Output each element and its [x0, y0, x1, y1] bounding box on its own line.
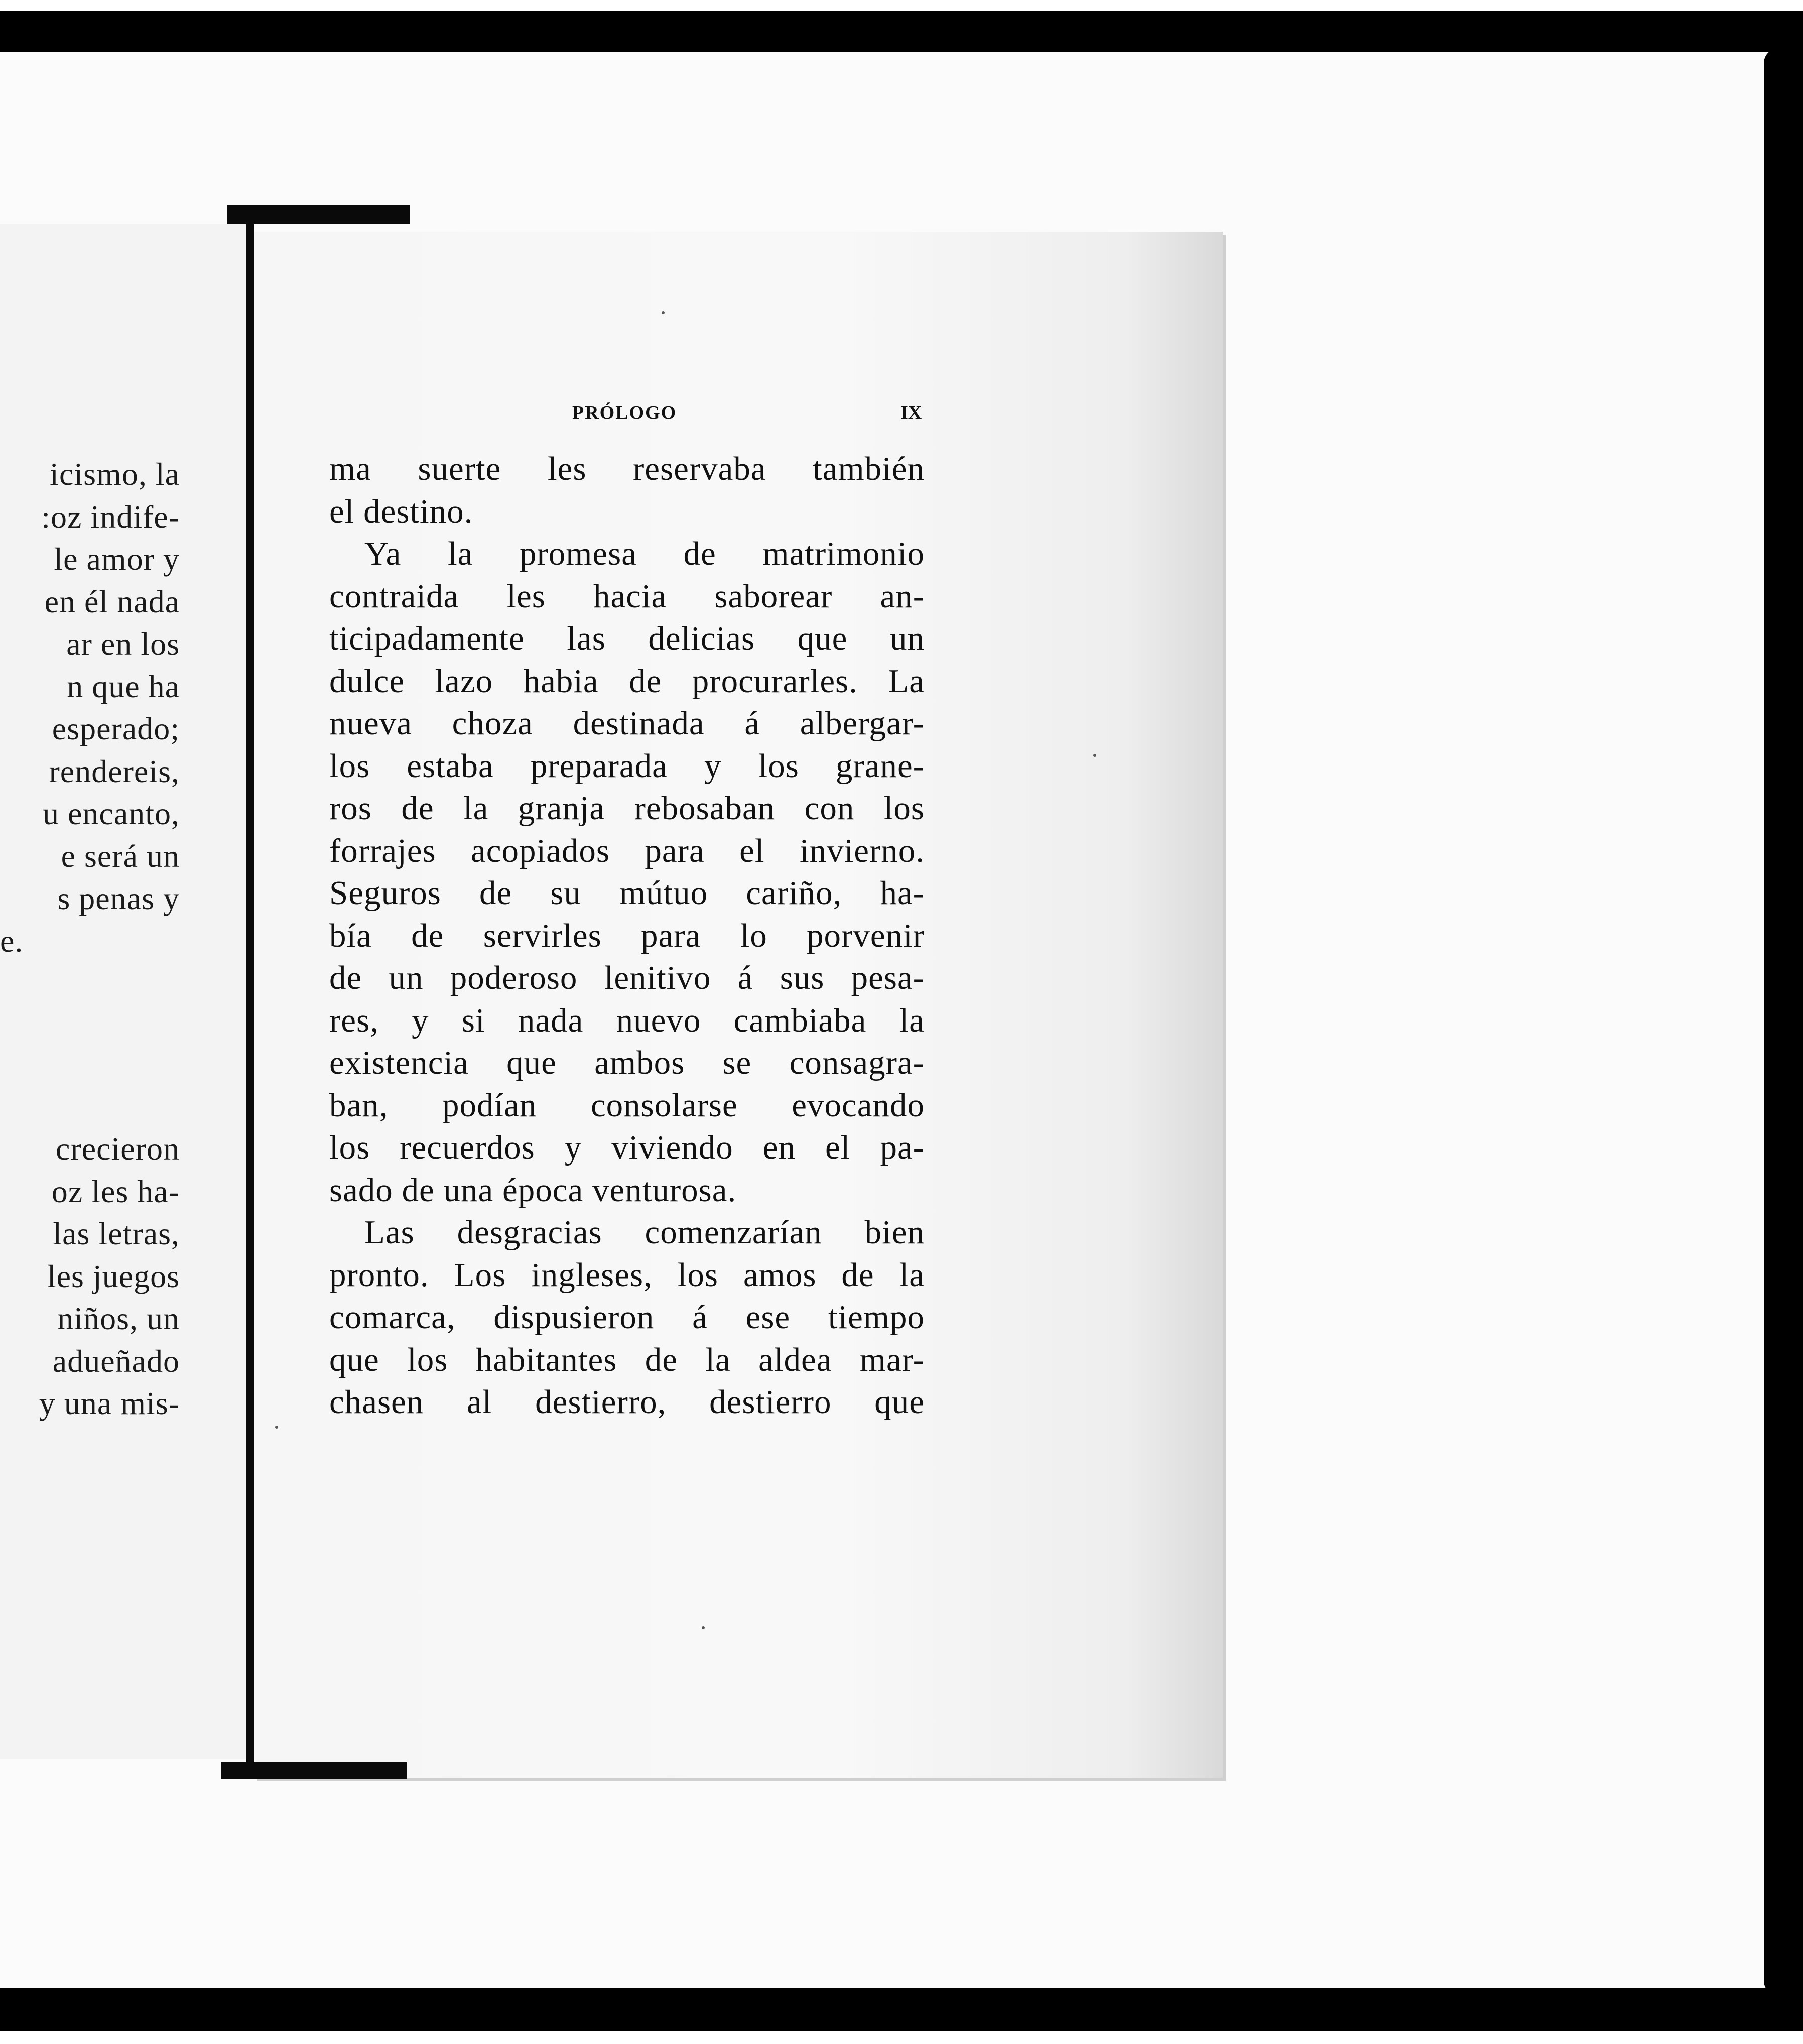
previous-page-line: esperado; [52, 711, 180, 746]
dust-speck [662, 311, 665, 314]
body-line: existencia que ambos se consagra- [329, 1044, 925, 1081]
previous-page-line: rendereis, [49, 753, 180, 789]
previous-page-line: adueñado [52, 1343, 180, 1379]
previous-page-line: les juegos [47, 1258, 180, 1294]
body-line: de un poderoso lenitivo á sus pesa- [329, 959, 925, 996]
previous-page-line: icismo, la [50, 456, 180, 492]
previous-page-line: n que ha [67, 668, 180, 704]
body-line: sado de una época venturosa. [329, 1171, 737, 1209]
body-line: comarca, dispusieron á ese tiempo [329, 1299, 925, 1336]
scanner-frame-top-strip [0, 0, 1803, 11]
dust-speck [702, 1626, 705, 1629]
body-line: Las desgracias comenzarían bien [364, 1214, 925, 1251]
body-line: contraida les hacia saborear an- [329, 577, 925, 615]
body-line: Ya la promesa de matrimonio [364, 535, 925, 572]
body-line: ros de la granja rebosaban con los [329, 790, 925, 827]
body-line: res, y si nada nuevo cambiaba la [329, 1001, 925, 1039]
page-clip-top [227, 205, 410, 224]
previous-page-line: :oz indife- [41, 498, 180, 535]
previous-page-line: las letras, [53, 1216, 180, 1251]
previous-page-line: crecieron [55, 1131, 180, 1167]
body-line: pronto. Los ingleses, los amos de la [329, 1256, 925, 1294]
previous-page-line: en él nada [44, 583, 180, 619]
page-number: IX [900, 402, 922, 423]
body-line: dulce lazo habia de procurarles. La [329, 662, 925, 700]
body-line: nueva choza destinada á albergar- [329, 705, 925, 742]
previous-page-line: s penas y [57, 880, 180, 916]
previous-page-line: e. [0, 923, 24, 959]
body-line: forrajes acopiados para el invierno. [329, 832, 925, 869]
previous-page-line: oz les ha- [51, 1173, 180, 1209]
body-line: ticipadamente las delicias que un [329, 620, 925, 657]
body-line: los recuerdos y viviendo en el pa- [329, 1129, 925, 1166]
previous-page-line: le amor y [54, 541, 180, 577]
previous-page-line: e será un [61, 838, 180, 874]
scanner-frame-bottom-strip [0, 2031, 1803, 2044]
dust-speck [1093, 754, 1096, 757]
running-head: PRÓLOGO [572, 402, 677, 423]
book-spine [246, 221, 254, 1767]
body-line: Seguros de su mútuo cariño, ha- [329, 874, 925, 912]
body-line: el destino. [329, 492, 473, 530]
body-line: chasen al destierro, destierro que [329, 1383, 925, 1421]
dust-speck [275, 1426, 278, 1429]
previous-page-line: niños, un [57, 1301, 180, 1336]
page-clip-bottom [221, 1762, 407, 1779]
previous-page-line: u encanto, [43, 796, 180, 831]
previous-page-line: ar en los [66, 626, 180, 662]
body-line: ban, podían consolarse evocando [329, 1086, 925, 1124]
body-line: que los habitantes de la aldea mar- [329, 1341, 925, 1378]
previous-page-line: y una mis- [39, 1385, 180, 1421]
body-line: bía de servirles para lo porvenir [329, 917, 925, 954]
previous-page [0, 224, 250, 1759]
body-line: los estaba preparada y los grane- [329, 747, 925, 785]
scanner-frame-right [1764, 48, 1803, 1996]
body-line: ma suerte les reservaba también [329, 450, 925, 487]
